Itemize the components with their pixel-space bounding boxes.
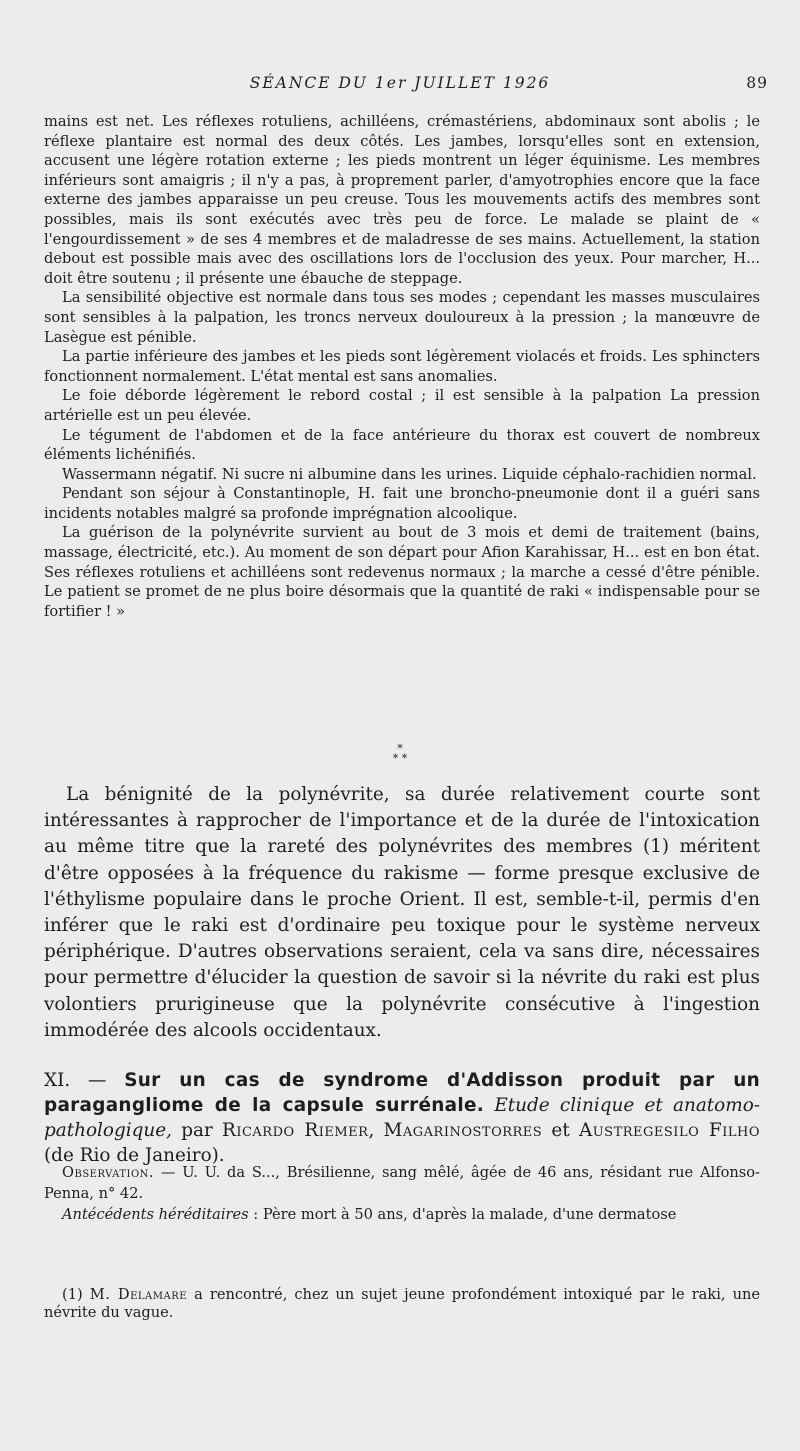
running-header [0, 74, 800, 98]
footnote-author: M. Delamare [89, 1286, 188, 1303]
observation-paragraph [44, 1162, 760, 1204]
case-paragraph: Le tégument de l'abdomen et de la face antérieure du thorax est couvert de nombreux éléments lichénifiés. [44, 426, 760, 464]
author-name: Magarinostorres [383, 1120, 543, 1141]
case-paragraph: Wassermann négatif. Ni sucre ni albumine dans les urines. Liquide céphalo-rachidien normal. [62, 465, 757, 483]
section-title [44, 1068, 760, 1168]
section-number: XI. [44, 1070, 71, 1091]
case-report [44, 112, 760, 621]
case-paragraph: Le foie déborde légèrement le rebord costal ; il est sensible à la palpation La pression artérielle est un peu élevée. [44, 387, 760, 424]
case-paragraph: La sensibilité objective est normale dans tous ses modes ; cependant les masses musculaires sont sensibles à la palpation, les troncs nerveux douloureux à la pression ; la manœuvre de Lasègue est pénible. [44, 289, 760, 346]
footnote-marker: (1) [62, 1286, 83, 1303]
footnote [44, 1286, 760, 1322]
case-paragraph: mains est net. Les réflexes rotuliens, achilléens, crémastériens, abdominaux sont abolis ; le réflexe plantaire est normal des deux côtés. Les jambes, lorsqu'elles sont en extension, accusent une légère rotation externe ; les pieds montrent un léger équinisme. Les membres inférieurs sont amaigris ; il n'y a pas, à proprement parler, d'amyotrophies encore que la face externe des jambes apparaisse un peu creuse. Tous les mouvements actifs des membres sont possibles, mais ils sont exécutés avec très peu de force. Le malade se plaint de « l'engourdissement » de ses 4 membres et de maladresse de ses mains. Actuellement, la station debout est possible mais avec des oscillations lors de l'occlusion des yeux. Pour marcher, H... doit être soutenu ; il présente une ébauche de steppage. [44, 113, 760, 287]
antecedents-text: : Père mort à 50 ans, d'après la malade, d'une dermatose [248, 1206, 677, 1223]
case-paragraph: Pendant son séjour à Constantinople, H. fait une broncho-pneumonie dont il a guéri sans incidents notables malgré sa profonde imprégnation alcoolique. [44, 485, 760, 522]
section-heading: Sur un cas de syndrome d'Addisson produit par un paragangliome de la capsule surrénale. [44, 1070, 760, 1116]
section-separator [0, 744, 800, 764]
authors-by: par [172, 1120, 222, 1141]
running-title: SÉANCE DU 1er JUILLET 1926 [249, 74, 551, 92]
antecedents-label: Antécédents héréditaires [62, 1206, 249, 1223]
antecedents-paragraph [44, 1204, 760, 1225]
separator-star-top: * [397, 742, 403, 755]
section-subtitle: Etude clinique et anatomo-pathologique, [44, 1095, 760, 1141]
footnote-text: a rencontré, chez un sujet jeune profondément intoxiqué par le raki, une névrite du vague. [44, 1286, 761, 1321]
author-name: Austregesilo Filho [578, 1120, 760, 1141]
separator-stars-bottom: * * [392, 752, 408, 765]
observation-label: Observation. [62, 1164, 155, 1181]
case-paragraph: La guérison de la polynévrite survient au bout de 3 mois et demi de traitement (bains, massage, électricité, etc.). Au moment de son départ pour Afion Karahissar, H... est en bon état. Ses réflexes rotuliens et achilléens sont redevenus normaux ; la marche a cessé d'être pénible. Le patient se promet de ne plus boire désormais que la quantité de raki « indispensable pour se fortifier ! » [44, 524, 760, 620]
page-number: 89 [746, 74, 768, 92]
author-separator: , [368, 1120, 384, 1141]
author-name: Ricardo Riemer [221, 1120, 369, 1141]
author-location: (de Rio de Janeiro). [44, 1145, 225, 1166]
section-heading-block [44, 1068, 760, 1168]
discussion [44, 782, 760, 1044]
footnote-paragraph [44, 1286, 760, 1322]
section-dash: — [70, 1070, 125, 1091]
observation [44, 1162, 760, 1225]
observation-text: — U. U. da S..., Brésilienne, sang mêlé, âgée de 46 ans, résidant rue Alfonso-Penna, n° 42. [44, 1164, 760, 1202]
discussion-paragraph: La bénignité de la polynévrite, sa durée relativement courte sont intéressantes à rapprocher de l'importance et de la durée de l'intoxication au même titre que la rareté des polynévrites des membres (1) méritent d'être opposées à la fréquence du rakisme — forme presque exclusive de l'éthylisme populaire dans le proche Orient. Il est, semble-t-il, permis d'en inférer que le raki est d'ordinaire peu toxique pour le système nerveux périphérique. D'autres observations seraient, cela va sans dire, nécessaires pour permettre d'élucider la question de savoir si la névrite du raki est plus volontiers prurigineuse que la polynévrite consécutive à l'ingestion immodérée des alcools occidentaux. [44, 784, 760, 1041]
author-and: et [542, 1120, 579, 1141]
case-paragraph: La partie inférieure des jambes et les pieds sont légèrement violacés et froids. Les sphincters fonctionnent normalement. L'état mental est sans anomalies. [44, 348, 760, 385]
